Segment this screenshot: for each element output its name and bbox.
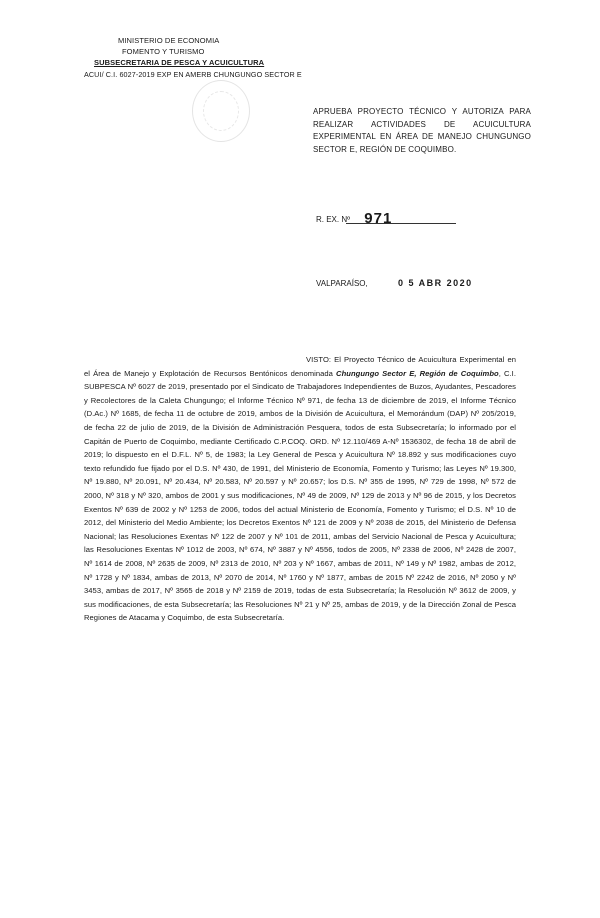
resolution-number: 971 xyxy=(364,210,393,227)
visto-rest: , C.I. SUBPESCA Nº 6027 de 2019, presentado por el Sindicato de Trabajadores Independientes de Buzos, Ayudantes, Pescadores y Recolectores de la Caleta Chungungo; el Informe Técnico Nº 971, de fecha 13 de diciembre de 2019, el Informe Técnico (D.Ac.) Nº 1685, de fecha 11 de octubre de 2019, ambos de la División de Acuicultura, el Memorándum (DAP) Nº 205/2019, de fecha 22 de julio de 2019, de la División de Administración Pesquera, todos de esta Subsecretaría; lo informado por el Capitán de Puerto de Coquimbo, mediante Certificado C.P.COQ. ORD. Nº 12.110/469 A-Nº 1536302, de fecha 18 de abril de 2019; lo dispuesto en el D.F.L. Nº 5, de 1983; la Ley General de Pesca y Acuicultura Nº 18.892 y sus modificaciones cuyo texto refundido fue fijado por el D.S. Nº 430, de 1991, del Ministerio de Economía, Fomento y Turismo; las Leyes Nº 19.300, Nº 19.880, Nº 20.091, Nº 20.434, Nº 20.583, Nº 20.597 y Nº 20.657; los D.S. Nº 355 de 1995, Nº 729 de 1998, Nº 572 de 2000, Nº 318 y Nº 320, ambos de 2001 y sus modificaciones, Nº 49 de 2009, Nº 129 de 2013 y Nº 96 de 2015, y los Decretos Exentos Nº 639 de 2002 y Nº 1253 de 2006, todos del actual Ministerio de Economía, Fomento y Turismo; el D.S. Nº 10 de 2012, del Ministerio del Medio Ambiente; los Decretos Exentos Nº 121 de 2009 y Nº 2038 de 2015, del Ministerio de Defensa Nacional; las Resoluciones Exentas Nº 122 de 2007 y Nº 101 de 2011, ambas del Servicio Nacional de Pesca y Acuicultura; las Resoluciones Exentas Nº 1012 de 2003, Nº 674, Nº 3887 y Nº 4556, todos de 2005, Nº 2338 de 2006, Nº 2428 de 2007, Nº 1614 de 2008, Nº 2635 de 2009, Nº 2313 de 2010, Nº 203 y Nº 1667, ambas de 2011, Nº 149 y Nº 1982, ambas de 2012, Nº 1728 y Nº 1834, ambas de 2013, Nº 2070 de 2014, Nº 1760 y Nº 1877, ambas de 2015 Nº 2242 de 2016, Nº 2050 y Nº 3453, ambas de 2017, Nº 3565 de 2018 y Nº 2159 de 2019, todas de esta Subsecretaría; la Resolución Nº 3612 de 2009, y sus modificaciones, de esta Subsecretaría; las Resoluciones Nº 21 y Nº 25, ambas de 2019, y de la Dirección Zonal de Pesca Regiones de Atacama y Coquimbo, de esta Subsecretaría. xyxy=(84,368,516,623)
resolution-label: R. EX. Nº xyxy=(316,215,351,224)
visto-lead: VISTO: El Proyecto Técnico de Acuicultura Experimental en el Área de Manejo y Explotación de Recursos Bentónicos denominada xyxy=(84,355,516,378)
resolution-number-line xyxy=(316,209,392,226)
area-name: Chungungo Sector E, Región de Coquimbo xyxy=(336,368,499,378)
ministry-name: MINISTERIO DE ECONOMIA xyxy=(118,36,220,45)
place-date-line xyxy=(316,278,473,288)
place-name: VALPARAÍSO, xyxy=(316,279,368,288)
resolution-subject: APRUEBA PROYECTO TÉCNICO Y AUTORIZA PARA REALIZAR ACTIVIDADES DE ACUICULTURA EXPERIMENTAL EN ÁREA DE MANEJO CHUNGUNGO SECTOR E, REGIÓN DE COQUIMBO. xyxy=(313,107,531,154)
date-stamp: 0 5 ABR 2020 xyxy=(397,278,473,288)
file-reference: ACUI/ C.I. 6027-2019 EXP EN AMERB CHUNGUNGO SECTOR E xyxy=(84,70,302,79)
visto-paragraph xyxy=(84,353,516,625)
faded-seal-stamp xyxy=(192,80,250,142)
ministry-name-line2: FOMENTO Y TURISMO xyxy=(122,47,205,56)
undersecretary-name: SUBSECRETARIA DE PESCA Y ACUICULTURA xyxy=(94,58,265,67)
resolution-underline xyxy=(346,223,456,224)
